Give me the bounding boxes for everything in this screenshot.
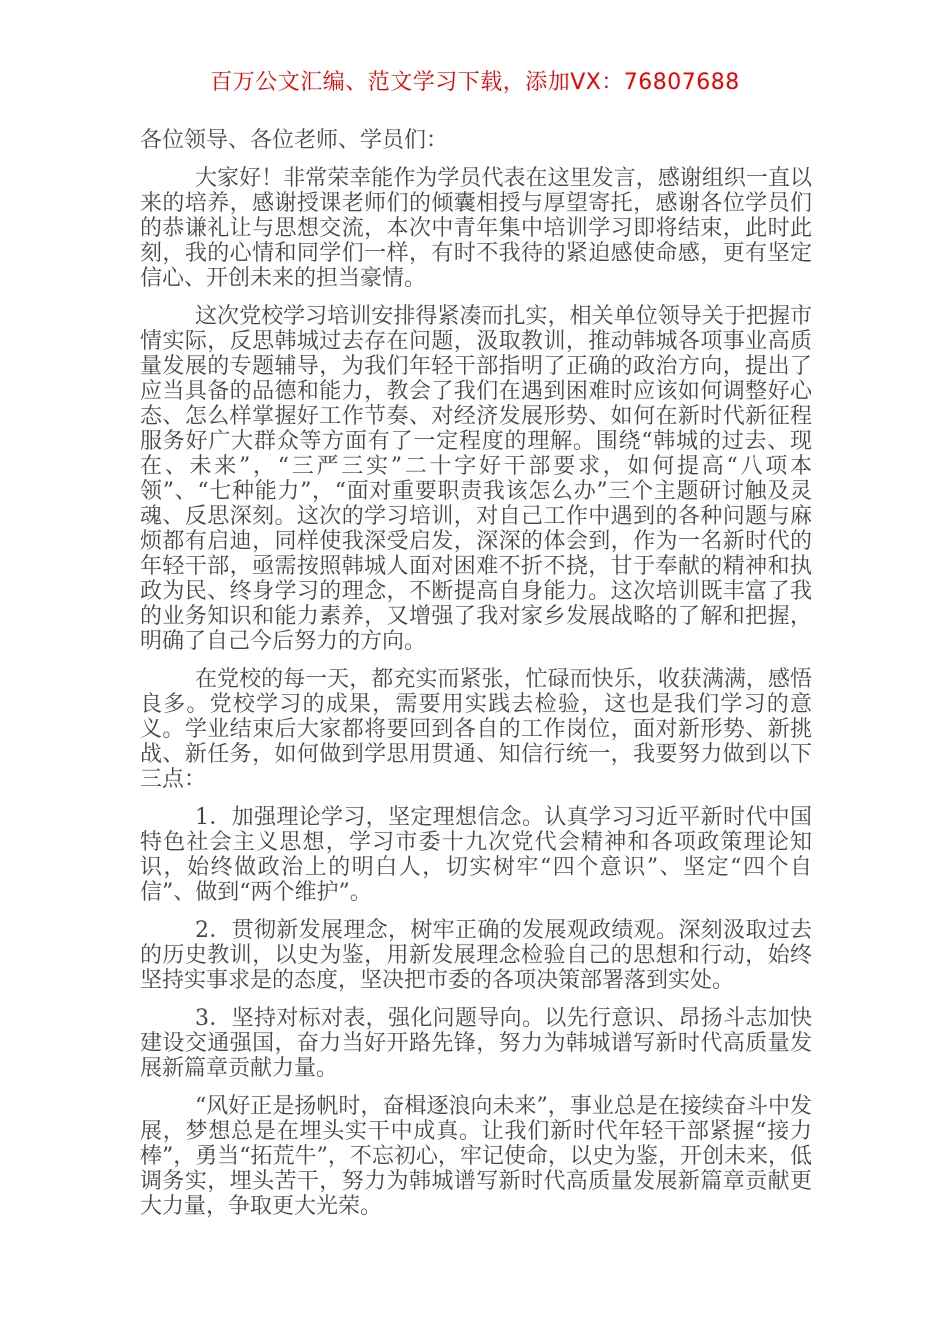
promo-text: 百万公文汇编、范文学习下载，添加VX：76807688 bbox=[210, 70, 740, 95]
paragraph-opening: 大家好！非常荣幸能作为学员代表在这里发言，感谢组织一直以来的培养，感谢授课老师们的倾囊相授与厚望寄托，感谢各位学员们的恭谦礼让与思想交流，本次中青年集中培训学习即将结束，此时此刻，我的心情和同学们一样，有时不我待的紧迫感使命感，更有坚定信心、开创未来的担当豪情。 bbox=[140, 166, 812, 291]
paragraph-point-3: 3．坚持对标对表，强化问题导向。以先行意识、昂扬斗志加快建设交通强国，奋力当好开路先锋，努力为韩城谱写新时代高质量发展新篇章贡献力量。 bbox=[140, 1006, 812, 1081]
promo-banner bbox=[0, 0, 950, 95]
paragraph-party-school-days: 在党校的每一天，都充实而紧张，忙碌而快乐，收获满满，感悟良多。党校学习的成果，需要用实践去检验，这也是我们学习的意义。学业结束后大家都将要回到各自的工作岗位，面对新形势、新挑战、新任务，如何做到学思用贯通、知信行统一，我要努力做到以下三点： bbox=[140, 667, 812, 792]
document-content bbox=[140, 128, 812, 1219]
paragraph-closing: “风好正是扬帆时，奋楫逐浪向未来”，事业总是在接续奋斗中发展，梦想总是在埋头实干中成真。让我们新时代年轻干部紧握“接力棒”，勇当“拓荒牛”，不忘初心，牢记使命，以史为鉴，开创未来，低调务实，埋头苦干，努力为韩城谱写新时代高质量发展新篇章贡献更大力量，争取更大光荣。 bbox=[140, 1094, 812, 1219]
salutation-line: 各位领导、各位老师、学员们： bbox=[140, 128, 449, 153]
paragraph-point-2: 2．贯彻新发展理念，树牢正确的发展观政绩观。深刻汲取过去的历史教训，以史为鉴，用新发展理念检验自己的思想和行动，始终坚持实事求是的态度，坚决把市委的各项决策部署落到实处。 bbox=[140, 918, 812, 993]
paragraph-point-1: 1．加强理论学习，坚定理想信念。认真学习习近平新时代中国特色社会主义思想，学习市委十九次党代会精神和各项政策理论知识，始终做政治上的明白人，切实树牢“四个意识”、坚定“四个自信”、做到“两个维护”。 bbox=[140, 805, 812, 905]
paragraph-training-review: 这次党校学习培训安排得紧凑而扎实，相关单位领导关于把握市情实际，反思韩城过去存在问题，汲取教训，推动韩城各项事业高质量发展的专题辅导，为我们年轻干部指明了正确的政治方向，提出了应当具备的品德和能力，教会了我们在遇到困难时应该如何调整好心态、怎么样掌握好工作节奏、对经济发展形势、如何在新时代新征程服务好广大群众等方面有了一定程度的理解。围绕“韩城的过去、现在、未来”，“三严三实”二十字好干部要求，如何提高“八项本领”、“七种能力”，“面对重要职责我该怎么办”三个主题研讨触及灵魂、反思深刻。这次的学习培训，对自己工作中遇到的各种问题与麻烦都有启迪，同样使我深受启发，深深的体会到，作为一名新时代的年轻干部，亟需按照韩城人面对困难不折不挠，甘于奉献的精神和执政为民、终身学习的理念，不断提高自身能力。这次培训既丰富了我的业务知识和能力素养，又增强了我对家乡发展战略的了解和把握，明确了自己今后努力的方向。 bbox=[140, 304, 812, 654]
